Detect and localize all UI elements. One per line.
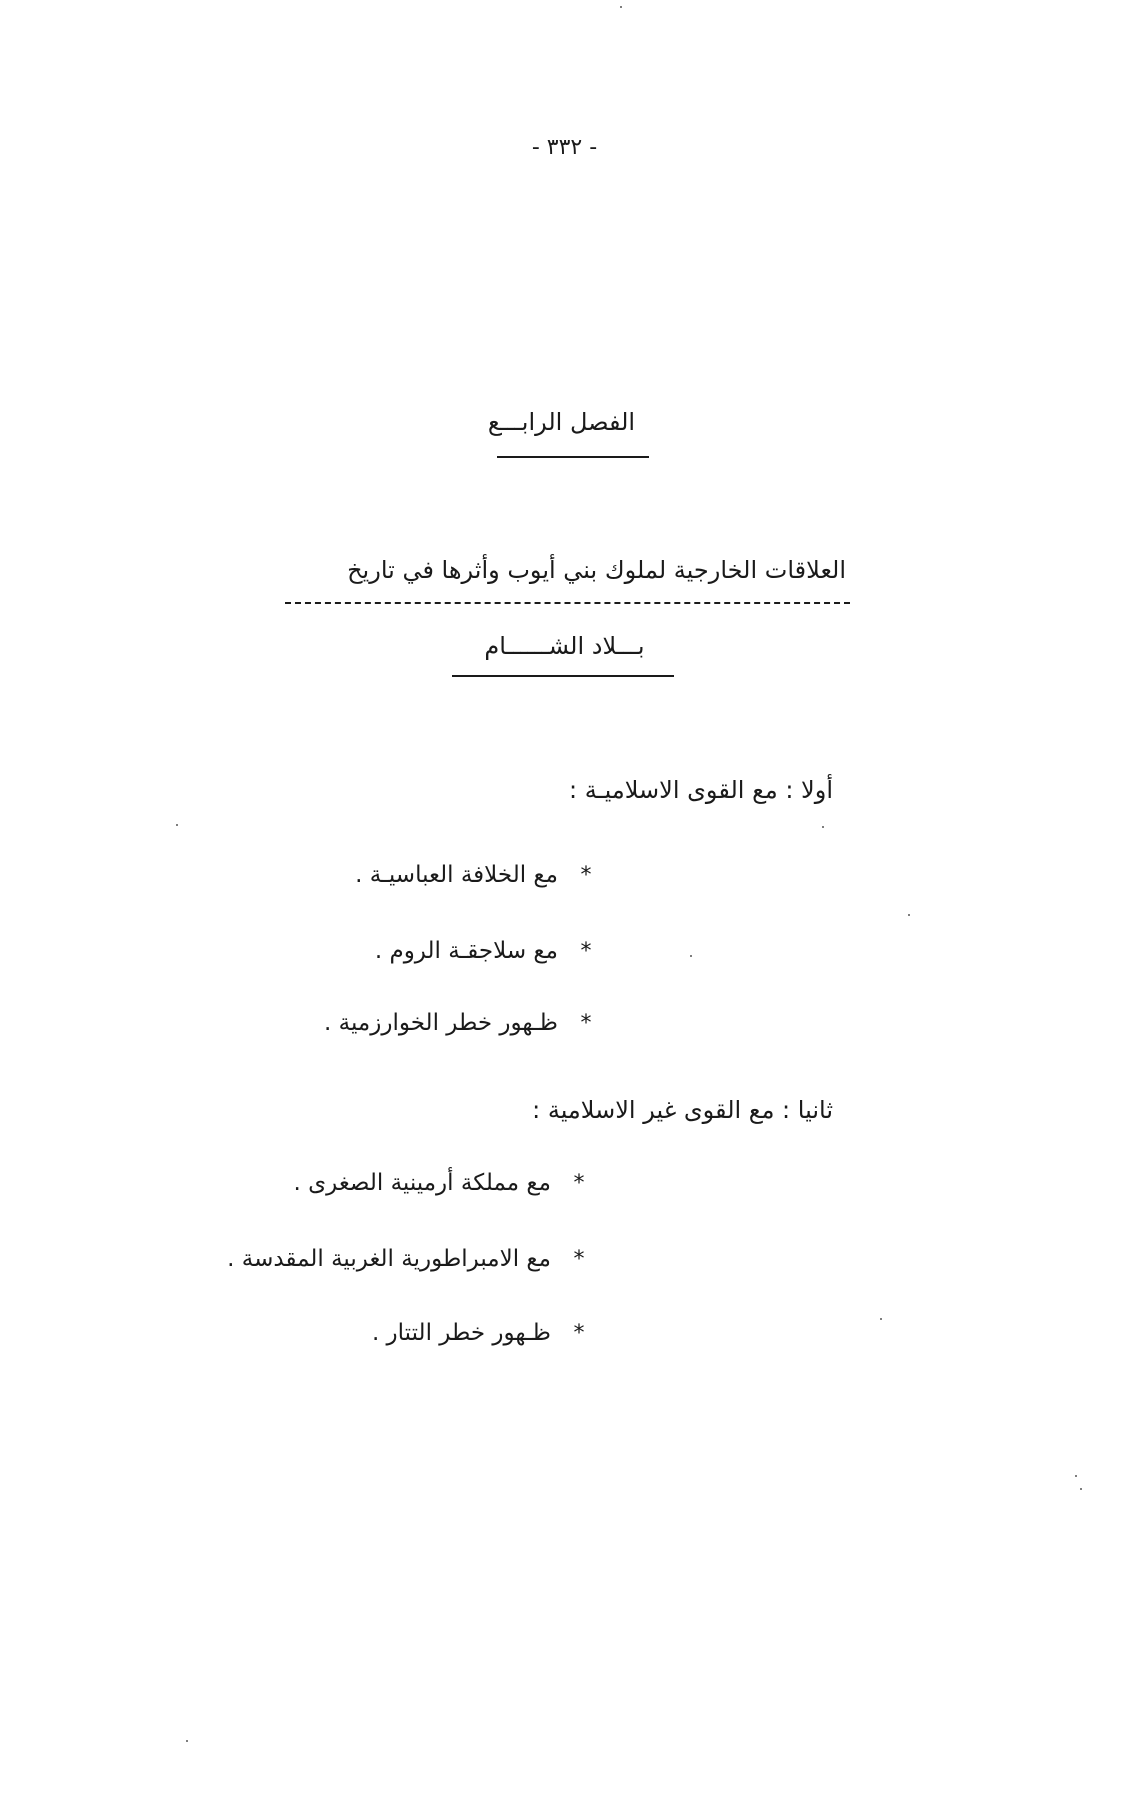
scan-speck xyxy=(1075,1475,1077,1477)
list-item xyxy=(294,1170,599,1196)
section-heading-first: أولا : مع القوى الاسلاميـة : xyxy=(569,776,833,804)
list-item-text: مع الامبراطورية الغربية المقدسة . xyxy=(227,1246,551,1272)
main-title-line-1: العلاقات الخارجية لملوك بني أيوب وأثرها في تاريخ xyxy=(347,556,846,584)
scan-speck xyxy=(620,6,622,8)
scan-speck xyxy=(880,1318,882,1320)
list-item-text: مع مملكة أرمينية الصغرى . xyxy=(293,1170,551,1196)
main-title-underline-1 xyxy=(285,602,850,604)
asterisk-bullet-icon: * xyxy=(580,863,592,888)
list-item xyxy=(372,1320,599,1346)
scan-speck xyxy=(908,914,910,916)
scan-speck xyxy=(176,824,178,826)
main-title-line-2: بـــلاد الشــــــام xyxy=(484,632,645,660)
asterisk-bullet-icon: * xyxy=(580,1011,592,1036)
list-item xyxy=(375,938,606,964)
asterisk-bullet-icon: * xyxy=(573,1247,585,1272)
scan-speck xyxy=(1080,1488,1082,1490)
chapter-title-underline xyxy=(497,456,649,458)
list-item xyxy=(324,1010,606,1036)
asterisk-bullet-icon: * xyxy=(573,1321,585,1346)
chapter-title: الفصل الرابـــع xyxy=(487,408,636,436)
asterisk-bullet-icon: * xyxy=(573,1171,585,1196)
page-number: - ٣٣٢ - xyxy=(531,135,598,160)
main-title-underline-2 xyxy=(452,675,674,677)
list-item xyxy=(355,862,606,888)
asterisk-bullet-icon: * xyxy=(580,939,592,964)
list-item-text: ظـهور خطر الخوارزمية . xyxy=(324,1010,558,1036)
section-heading-second: ثانيا : مع القوى غير الاسلامية : xyxy=(532,1096,833,1124)
list-item-text: مع الخلافة العباسيـة . xyxy=(355,862,558,888)
scan-speck xyxy=(186,1740,188,1742)
list-item-text: ظـهور خطر التتار . xyxy=(371,1320,551,1346)
list-item xyxy=(227,1246,599,1272)
list-item-text: مع سلاجقـة الروم . xyxy=(374,938,558,964)
scan-speck xyxy=(690,955,692,957)
scan-speck xyxy=(822,826,824,828)
